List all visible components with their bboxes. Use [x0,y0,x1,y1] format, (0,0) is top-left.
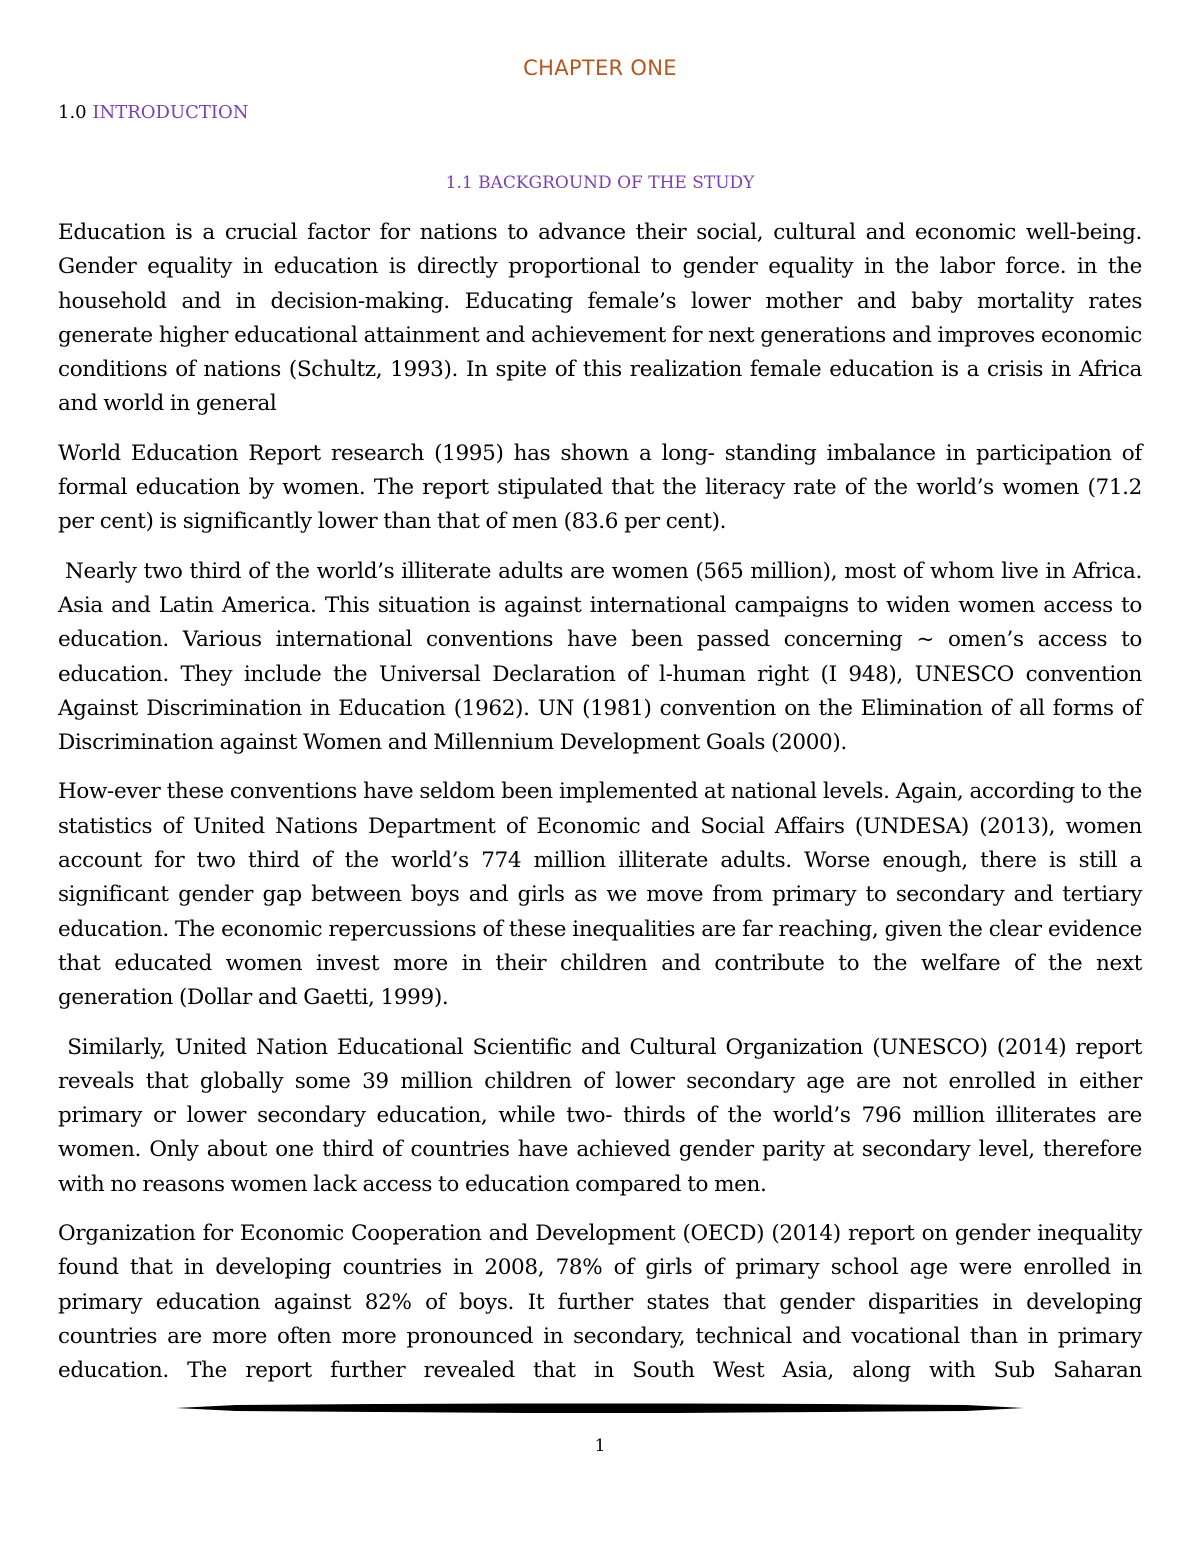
paragraph: Nearly two third of the world’s illiterate adults are women (565 million), most of whom live in Africa. Asia and Latin America. This situation is against international campaigns to widen women access to education. Various international conventions have been passed concerning ~ omen’s access to education. They include the Universal Declaration of l-human right (I 948), UNESCO convention Against Discrimination in Education (1962). UN (1981) convention on the Elimination of all forms of Discrimination against Women and Millennium Development Goals (2000). [58,558,1148,756]
body-text [58,216,1148,1404]
page-number: 1 [594,1436,606,1456]
introduction-number: 1.0 [58,102,87,123]
chapter-title: CHAPTER ONE [523,56,677,80]
section-heading: 1.1 BACKGROUND OF THE STUDY [445,173,755,193]
paragraph: Similarly, United Nation Educational Scientific and Cultural Organization (UNESCO) (2014) report reveals that globally some 39 million children of lower secondary age are not enrolled in either primary or lower secondary education, while two- thirds of the world’s 796 million illiterates are women. Only about one third of countries have achieved gender parity at secondary level, therefore with no reasons women lack access to education compared to men. [58,1034,1148,1197]
paragraph: Organization for Economic Cooperation and Development (OECD) (2014) report on gender inequality found that in developing countries in 2008, 78% of girls of primary school age were enrolled in primary education against 82% of boys. It further states that gender disparities in developing countries are more often more pronounced in secondary, technical and vocational than in primary education. The report further revealed that in South West Asia, along with Sub Saharan [58,1221,1142,1384]
footer-divider [176,1402,1024,1414]
paragraph: Education is a crucial factor for nations to advance their social, cultural and economic well-being. Gender equality in education is directly proportional to gender equality in the labor force. in the household and in decision-making. Educating female’s lower mother and baby mortality rates generate higher educational attainment and achievement for next generations and improves economic conditions of nations (Schultz, 1993). In spite of this realization female education is a crisis in Africa and world in general [58,220,1142,417]
introduction-heading [58,102,249,123]
paragraph: World Education Report research (1995) has shown a long- standing imbalance in participation of formal education by women. The report stipulated that the literacy rate of the world’s women (71.2 per cent) is significantly lower than that of men (83.6 per cent). [58,440,1142,535]
introduction-title: INTRODUCTION [92,102,249,123]
paragraph: How-ever these conventions have seldom been implemented at national levels. Again, according to the statistics of United Nations Department of Economic and Social Affairs (UNDESA) (2013), women account for two third of the world’s 774 million illiterate adults. Worse enough, there is still a significant gender gap between boys and girls as we move from primary to secondary and tertiary education. The economic repercussions of these inequalities are far reaching, given the clear evidence that educated women invest more in their children and contribute to the welfare of the next generation (Dollar and Gaetti, 1999). [58,779,1142,1011]
